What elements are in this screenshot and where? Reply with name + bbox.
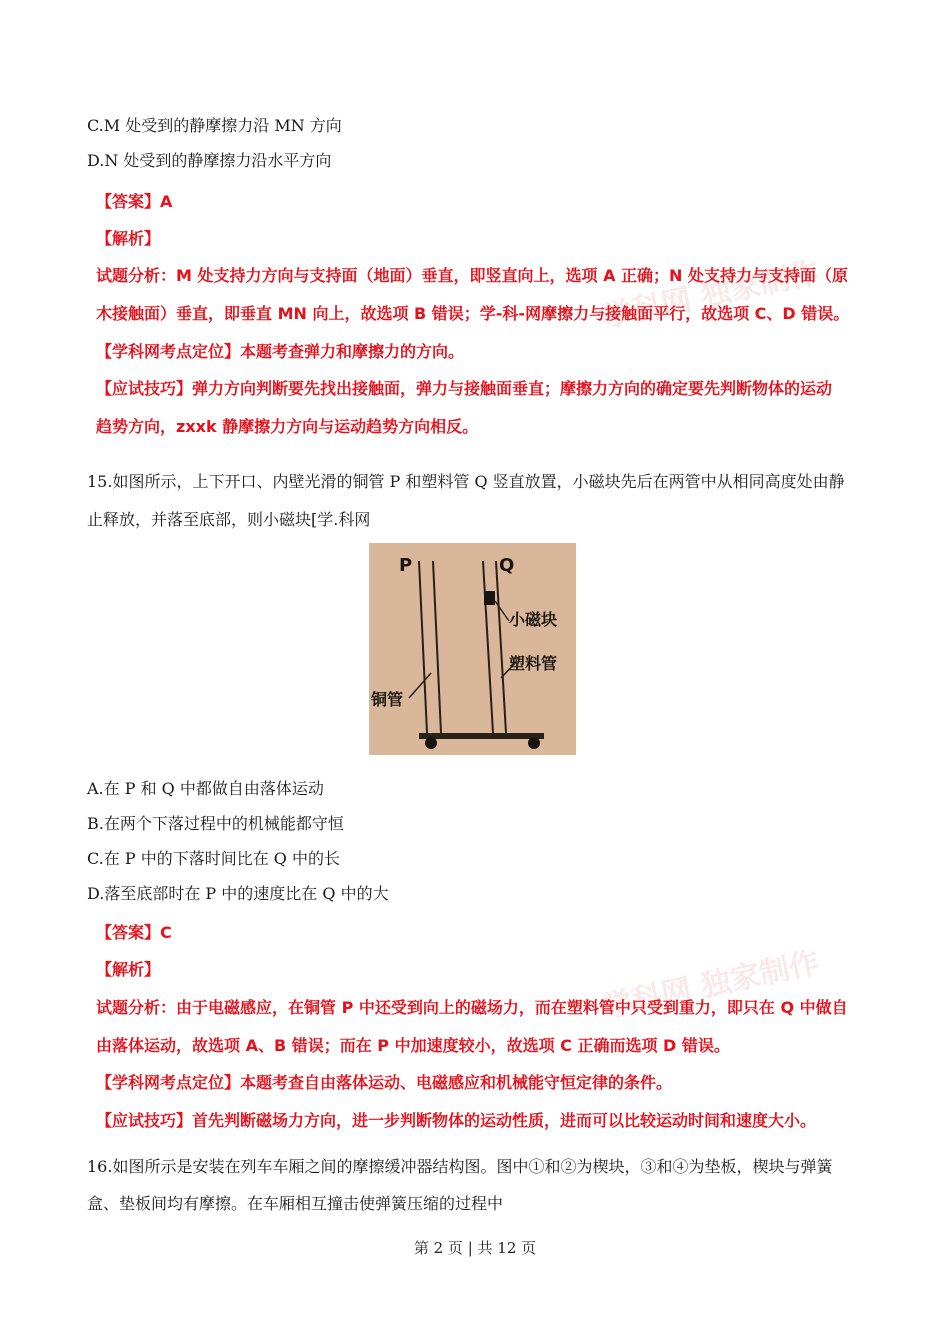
q16-stem-line-2: 盒、垫板间均有摩擦。在车厢相互撞击使弹簧压缩的过程中 bbox=[87, 1194, 504, 1213]
q15-stem-line-1: 15.如图所示，上下开口、内壁光滑的铜管 P 和塑料管 Q 竖直放置，小磁块先后在两管中从相同高度处由静 bbox=[87, 472, 845, 491]
label-q: Q bbox=[499, 555, 515, 576]
q15-option-a: A.在 P 和 Q 中都做自由落体运动 bbox=[87, 779, 324, 798]
q14-analysis-line-1: 试题分析：M 处支持力方向与支持面（地面）垂直，即竖直向上，选项 A 正确；N 处支持力与支持面（原 bbox=[96, 266, 848, 285]
tubes-figure bbox=[369, 543, 576, 755]
q14-knowledge-point: 【学科网考点定位】本题考查弹力和摩擦力的方向。 bbox=[96, 342, 465, 361]
q14-option-c: C.M 处受到的静摩擦力沿 MN 方向 bbox=[87, 116, 342, 135]
q15-answer: 【答案】C bbox=[96, 923, 172, 942]
q15-option-d: D.落至底部时在 P 中的速度比在 Q 中的大 bbox=[87, 884, 389, 903]
q15-option-b: B.在两个下落过程中的机械能都守恒 bbox=[87, 814, 344, 833]
label-copper-tube: 铜管 bbox=[371, 690, 404, 709]
q16-stem-line-1: 16.如图所示是安装在列车车厢之间的摩擦缓冲器结构图。图中①和②为楔块，③和④为垫板，楔块与弹簧 bbox=[87, 1157, 833, 1176]
q15-analysis-heading: 【解析】 bbox=[96, 960, 161, 979]
q14-answer: 【答案】A bbox=[96, 192, 173, 211]
q15-stem-line-2: 止释放，并落至底部，则小磁块[学.科网 bbox=[87, 510, 371, 529]
q15-exam-tip: 【应试技巧】首先判断磁场力方向，进一步判断物体的运动性质，进而可以比较运动时间和速度大小。 bbox=[96, 1111, 817, 1130]
q14-exam-tip-line-1: 【应试技巧】弹力方向判断要先找出接触面，弹力与接触面垂直；摩擦力方向的确定要先判断物体的运动 bbox=[96, 379, 833, 398]
q14-analysis-heading: 【解析】 bbox=[96, 229, 161, 248]
q15-knowledge-point: 【学科网考点定位】本题考查自由落体运动、电磁感应和机械能守恒定律的条件。 bbox=[96, 1073, 673, 1092]
q14-exam-tip-line-2: 趋势方向，zxxk 静摩擦力方向与运动趋势方向相反。 bbox=[96, 417, 479, 436]
page-footer: 第 2 页 | 共 12 页 bbox=[413, 1239, 537, 1257]
watermark-stamp: 学科网 独家制作 bbox=[599, 945, 823, 1026]
q15-analysis-line-1: 试题分析：由于电磁感应，在铜管 P 中还受到向上的磁场力，而在塑料管中只受到重力，即只在 Q 中做自 bbox=[96, 998, 848, 1017]
watermark-stamp: 学科网 独家制作 bbox=[599, 255, 823, 336]
q15-option-c: C.在 P 中的下落时间比在 Q 中的长 bbox=[87, 849, 340, 868]
q14-analysis-line-2: 木接触面）垂直，即垂直 MN 向上，故选项 B 错误；学-科-网摩擦力与接触面平行，故选项 C、D 错误。 bbox=[96, 304, 850, 323]
q14-option-d: D.N 处受到的静摩擦力沿水平方向 bbox=[87, 151, 332, 170]
label-magnet: 小磁块 bbox=[509, 610, 558, 629]
label-plastic-tube: 塑料管 bbox=[509, 654, 558, 673]
q15-analysis-line-2: 由落体运动，故选项 A、B 错误；而在 P 中加速度较小，故选项 C 正确而选项 D 错误。 bbox=[96, 1036, 730, 1055]
label-p: P bbox=[399, 555, 413, 576]
